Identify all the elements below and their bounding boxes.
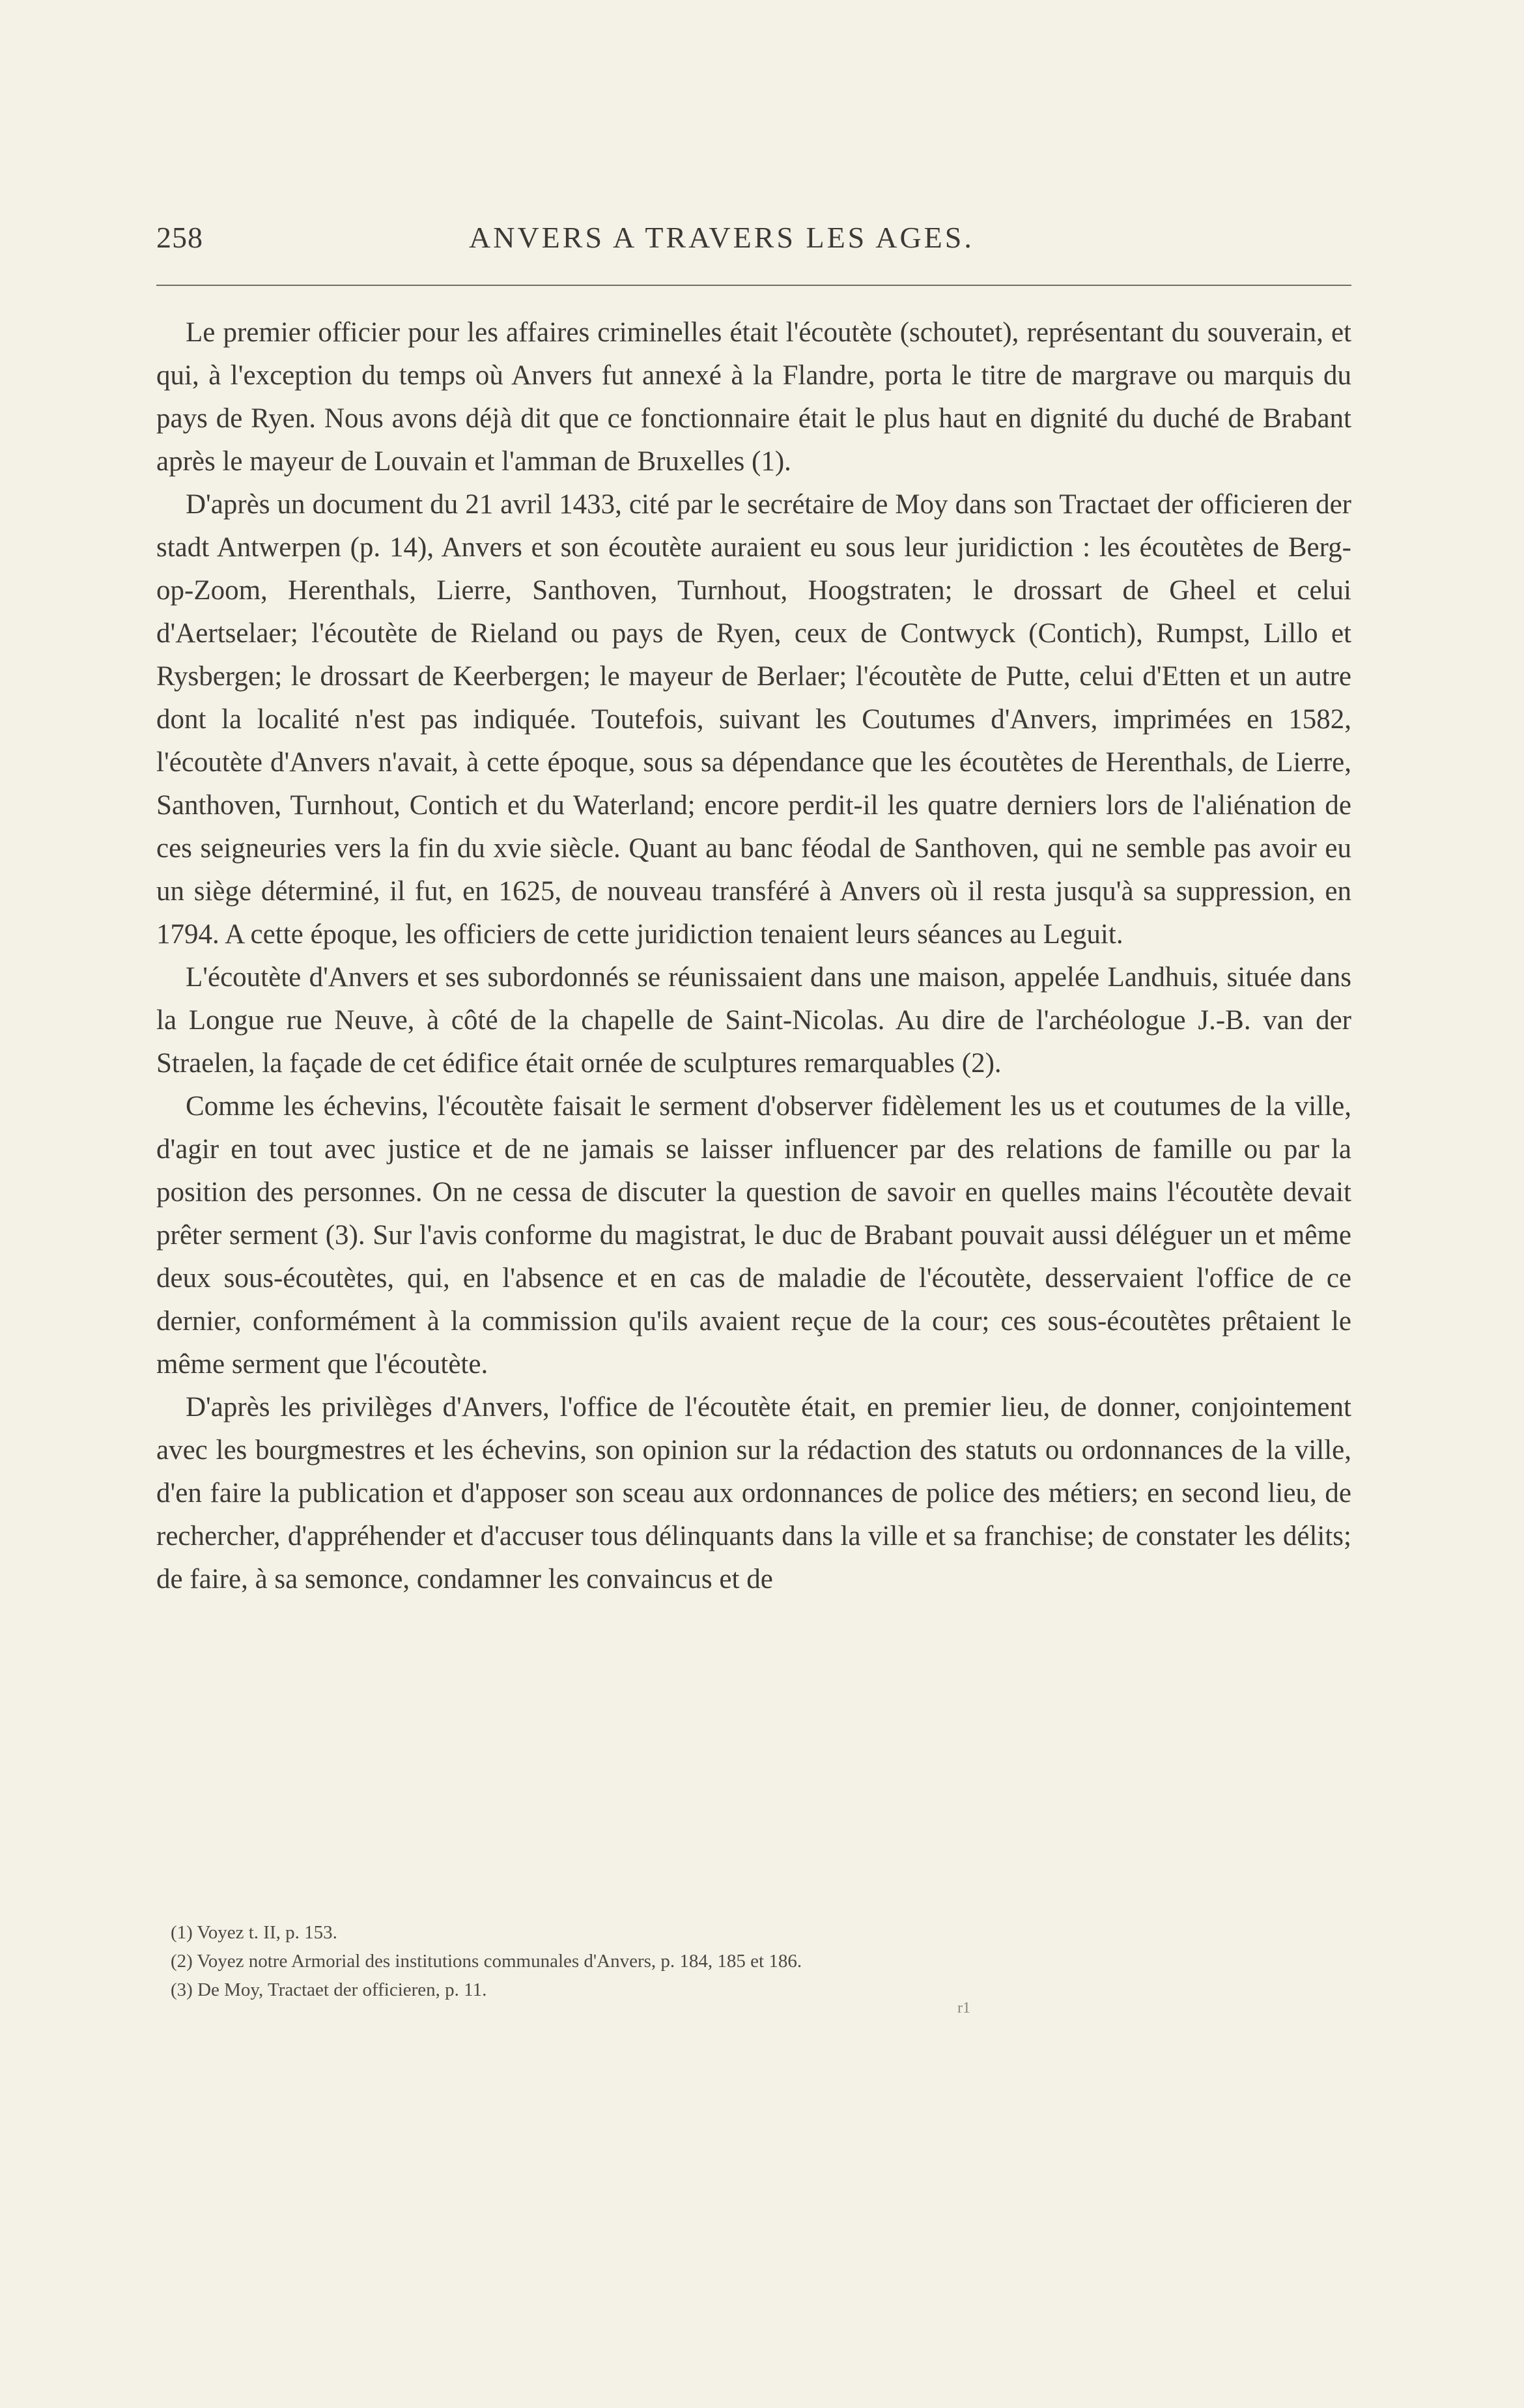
printer-mark: r1 <box>957 2000 970 2017</box>
paragraph-1: Le premier officier pour les affaires criminelles était l'écoutète (schoutet), représentant du souverain, et qui, à l'exception du temps où Anvers fut annexé à la Flandre, porta le titre de margrave ou marquis du pays de Ryen. Nous avons déjà dit que ce fonctionnaire était le plus haut en dignité du duché de Brabant après le mayeur de Louvain et l'amman de Bruxelles (1). <box>156 317 1351 477</box>
footnote-2: (2) Voyez notre Armorial des institutions communales d'Anvers, p. 184, 185 et 186. <box>171 1951 802 1972</box>
paragraph-3: L'écoutète d'Anvers et ses subordonnés se réunissaient dans une maison, appelée Landhuis, située dans la Longue rue Neuve, à côté de la chapelle de Saint-Nicolas. Au dire de l'archéologue J.-B. van der Straelen, la façade de cet édifice était ornée de sculptures remarquables (2). <box>156 962 1351 1079</box>
paragraph-2: D'après un document du 21 avril 1433, cité par le secrétaire de Moy dans son Tractaet der officieren der stadt Antwerpen (p. 14), Anvers et son écoutète auraient eu sous leur juridiction : les écoutètes de Berg-op-Zoom, Herenthals, Lierre, Santhoven, Turnhout, Hoogstraten; le drossart de Gheel et celui d'Aertselaer; l'écoutète de Rieland ou pays de Ryen, ceux de Contwyck (Contich), Rumpst, Lillo et Rysbergen; le drossart de Keerbergen; le mayeur de Berlaer; l'écoutète de Putte, celui d'Etten et un autre dont la localité n'est pas indiquée. Toutefois, suivant les Coutumes d'Anvers, imprimées en 1582, l'écoutète d'Anvers n'avait, à cette époque, sous sa dépendance que les écoutètes de Herenthals, de Lierre, Santhoven, Turnhout, Contich et du Waterland; encore perdit-il les quatre derniers lors de l'aliénation de ces seigneuries vers la fin du xvie siècle. Quant au banc féodal de Santhoven, qui ne semble pas avoir eu un siège déterminé, il fut, en 1625, de nouveau transféré à Anvers où il resta jusqu'à sa suppression, en 1794. A cette époque, les officiers de cette juridiction tenaient leurs séances au Leguit. <box>156 489 1351 950</box>
page-header <box>156 220 1351 259</box>
footnote-1: (1) Voyez t. II, p. 153. <box>171 1922 337 1943</box>
footnotes <box>171 1918 1310 2004</box>
body-text <box>156 311 1351 1601</box>
page-number: 258 <box>156 221 203 254</box>
paragraph-5: D'après les privilèges d'Anvers, l'office de l'écoutète était, en premier lieu, de donner, conjointement avec les bourgmestres et les échevins, son opinion sur la rédaction des statuts ou ordonnances de la ville, d'en faire la publication et d'apposer son sceau aux ordonnances de police des métiers; en second lieu, de rechercher, d'appréhender et d'accuser tous délinquants dans la ville et sa franchise; de constater les délits; de faire, à sa semonce, condamner les convaincus et de <box>156 1392 1351 1594</box>
footnote-3: (3) De Moy, Tractaet der officieren, p. 11. <box>171 1979 487 2000</box>
paragraph-4: Comme les échevins, l'écoutète faisait le serment d'observer fidèlement les us et coutumes de la ville, d'agir en tout avec justice et de ne jamais se laisser influencer par des relations de famille ou par la position des personnes. On ne cessa de discuter la question de savoir en quelles mains l'écoutète devait prêter serment (3). Sur l'avis conforme du magistrat, le duc de Brabant pouvait aussi déléguer un et même deux sous-écoutètes, qui, en l'absence et en cas de maladie de l'écoutète, desservaient l'office de ce dernier, conformément à la commission qu'ils avaient reçue de la cour; ces sous-écoutètes prêtaient le même serment que l'écoutète. <box>156 1091 1351 1380</box>
header-rule <box>156 285 1351 286</box>
running-title: ANVERS A TRAVERS LES AGES. <box>469 221 974 254</box>
